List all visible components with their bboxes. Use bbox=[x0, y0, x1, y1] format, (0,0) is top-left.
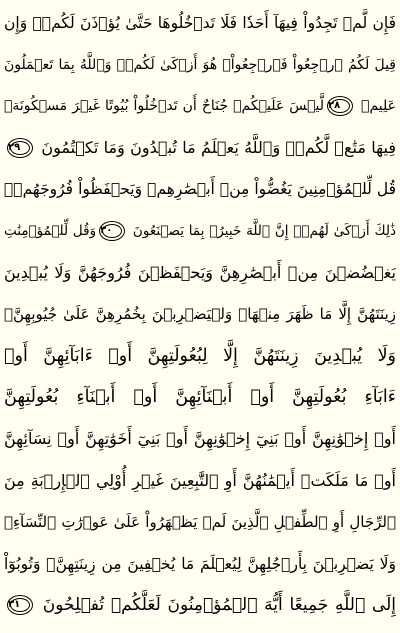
verse-text: فِيهَا مَتَٰعٞ لَّكُمۡۚ وَٱللَّهُ يَعۡلَمُ مَا تُبۡدُونَ وَمَا تَكۡتُمُونَ bbox=[36, 137, 396, 157]
ayah-number-marker: ٢٨ bbox=[327, 96, 353, 116]
verse-line bbox=[4, 295, 396, 333]
verse-line bbox=[4, 254, 396, 292]
ayah-number-marker: ٣١ bbox=[7, 595, 33, 615]
verse-text: ءَابَآءِ بُعُولَتِهِنَّ أَوۡ أَبۡنَآئِهِنَّ أَوۡ أَبۡنَآءِ بُعُولَتِهِنَّ bbox=[4, 387, 396, 408]
verse-text: وَلَا يُبۡدِينَ زِينَتَهُنَّ إِلَّا لِبُعُولَتِهِنَّ أَوۡ ءَابَآئِهِنَّ أَوۡ bbox=[4, 345, 396, 366]
verse-text: إِلَى ٱللَّهِ جَمِيعًا أَيُّهَ ٱلۡمُؤۡمِنُونَ لَعَلَّكُمۡ تُفۡلِحُونَ bbox=[36, 595, 396, 616]
verse-text: يَغۡضُضۡنَ مِنۡ أَبۡصَٰرِهِنَّ وَيَحۡفَظۡنَ فُرُوجَهُنَّ وَلَا يُبۡدِينَ bbox=[4, 262, 396, 282]
verse-text: عَلِيمٞ bbox=[356, 98, 396, 115]
verse-line bbox=[4, 503, 396, 541]
verse-line bbox=[4, 4, 396, 42]
ayah-number-marker: ٢٩ bbox=[7, 138, 33, 158]
verse-line bbox=[4, 545, 396, 583]
verse-text: ذَٰلِكَ أَزۡكَىٰ لَهُمۡۚ إِنَّ ٱللَّهَ خَبِيرُۢ بِمَا يَصۡنَعُونَ bbox=[128, 223, 396, 239]
verse-line bbox=[4, 337, 396, 375]
verse-text: زِينَتَهُنَّ إِلَّا مَا ظَهَرَ مِنۡهَاۖ وَلۡيَضۡرِبۡنَ بِخُمُرِهِنَّ عَلَىٰ جُيُوبِهِنَّۖ bbox=[4, 305, 396, 324]
verse-line bbox=[4, 129, 396, 167]
verse-line bbox=[4, 46, 396, 84]
verse-line bbox=[4, 420, 396, 458]
verse-text: أَوۡ إِخۡوَٰنِهِنَّ أَوۡ بَنِيٓ إِخۡوَٰنِهِنَّ أَوۡ بَنِيٓ أَخَوَٰتِهِنَّ أَوۡ نِسَآئِهِنَّ bbox=[4, 429, 396, 448]
verse-line bbox=[4, 586, 396, 624]
mushaf-page bbox=[4, 2, 396, 631]
verse-text: قُل لِّلۡمُؤۡمِنِينَ يَغُضُّواْ مِنۡ أَبۡصَٰرِهِمۡ وَيَحۡفَظُواْ فُرُوجَهُمۡۚ bbox=[4, 180, 396, 199]
verse-text: وَقُل لِّلۡمُؤۡمِنَٰتِ bbox=[4, 223, 97, 239]
verse-text: ٱلرِّجَالِ أَوِ ٱلطِّفۡلِ ٱلَّذِينَ لَمۡ يَظۡهَرُواْ عَلَىٰ عَوۡرَٰتِ ٱلنِّسَآءِۖ bbox=[4, 513, 396, 532]
verse-line bbox=[4, 212, 396, 250]
verse-text: لَّيۡسَ عَلَيۡكُمۡ جُنَاحٌ أَن تَدۡخُلُواْ بُيُوتًا غَيۡرَ مَسۡكُونَةٖ bbox=[4, 98, 324, 115]
verse-text: وَلَا يَضۡرِبۡنَ بِأَرۡجُلِهِنَّ لِيُعۡلَمَ مَا يُخۡفِينَ مِن زِينَتِهِنَّۚ وَتُوبُوٓاْ bbox=[4, 554, 396, 573]
verse-line bbox=[4, 170, 396, 208]
verse-text: فَإِن لَّمۡ تَجِدُواْ فِيهَآ أَحَدٗا فَلَا تَدۡخُلُوهَا حَتَّىٰ يُؤۡذَنَ لَكُمۡۖ وَإِن bbox=[4, 14, 396, 32]
verse-line bbox=[4, 378, 396, 416]
ayah-number-marker: ٣٠ bbox=[99, 221, 125, 241]
verse-text: أَوۡ مَا مَلَكَتۡ أَيۡمَٰنُهُنَّ أَوِ ٱلتَّٰبِعِينَ غَيۡرِ أُوْلِي ٱلۡإِرۡبَةِ مِنَ bbox=[4, 470, 396, 490]
verse-line bbox=[4, 87, 396, 125]
verse-text: قِيلَ لَكُمُ ٱرۡجِعُواْ فَٱرۡجِعُواْۖ هُوَ أَزۡكَىٰ لَكُمۡۚ وَٱللَّهُ بِمَا تَعۡمَلُونَ bbox=[4, 56, 396, 73]
verse-line bbox=[4, 462, 396, 500]
